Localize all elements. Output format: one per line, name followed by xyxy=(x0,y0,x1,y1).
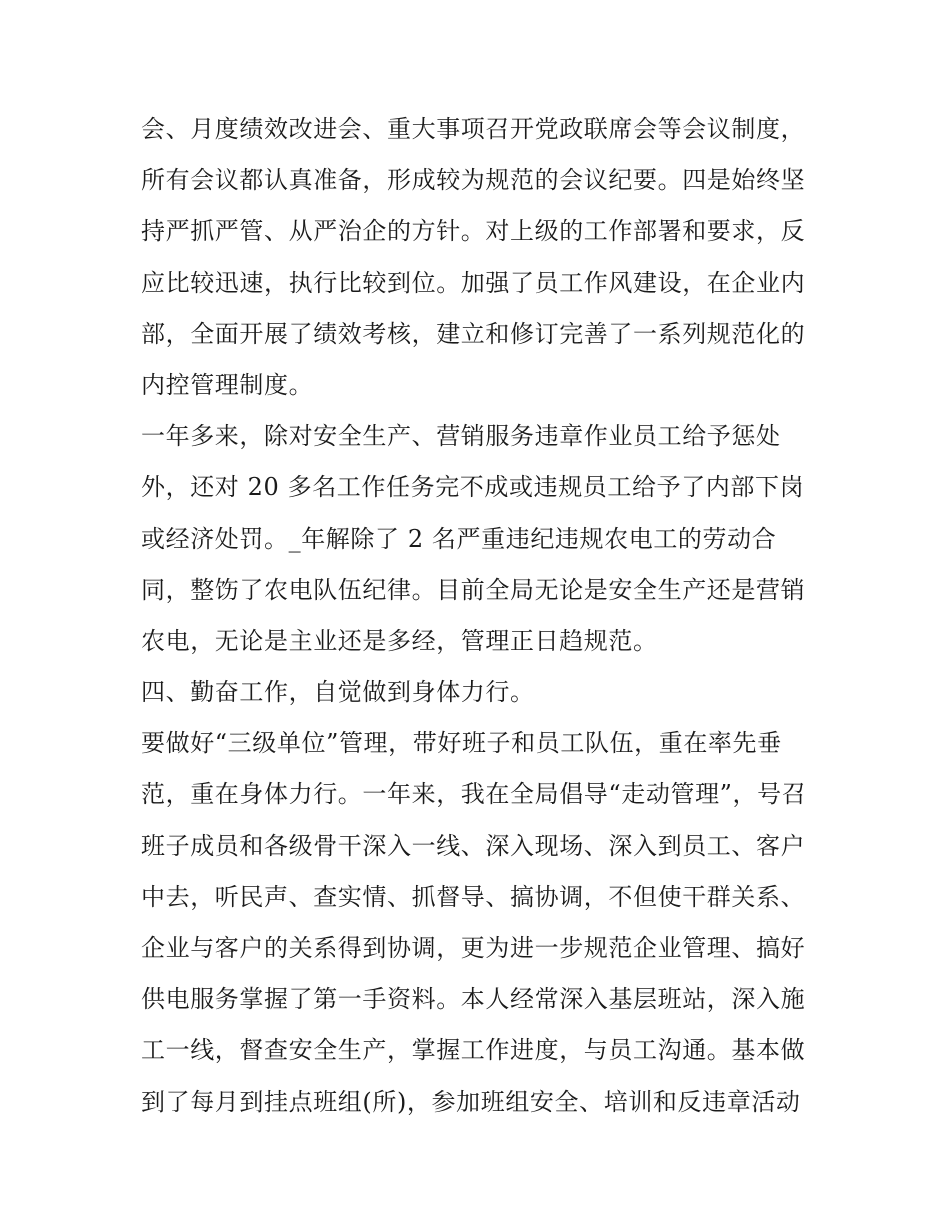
text-line: 同，整饬了农电队伍纪律。目前全局无论是安全生产还是营销 xyxy=(141,575,806,604)
text-line: 班子成员和各级骨干深入一线、深入现场、深入到员工、客户 xyxy=(141,831,806,860)
text-line: 农电，无论是主业还是多经，管理正日趋规范。 xyxy=(141,626,658,655)
text-line: 一年多来，除对安全生产、营销服务违章作业员工给予惩处 xyxy=(141,422,781,451)
text-line: 部，全面开展了绩效考核，建立和修订完善了一系列规范化的 xyxy=(141,319,806,348)
section-heading: 四、勤奋工作，自觉做到身体力行。 xyxy=(141,678,535,707)
text-line: 外，还对 20 多名工作任务完不成或违规员工给予了内部下岗 xyxy=(141,473,805,502)
text-line: 内控管理制度。 xyxy=(141,370,314,399)
text-line: 应比较迅速，执行比较到位。加强了员工作风建设，在企业内 xyxy=(141,268,806,297)
text-line: 工一线，督查安全生产，掌握工作进度，与员工沟通。基本做 xyxy=(141,1036,806,1065)
text-line: 持严抓严管、从严治企的方针。对上级的工作部署和要求，反 xyxy=(141,217,806,246)
text-line: 范，重在身体力行。一年来，我在全局倡导“走动管理”，号召 xyxy=(141,780,807,809)
text-line: 会、月度绩效改进会、重大事项召开党政联席会等会议制度， xyxy=(141,115,806,143)
text-line: 所有会议都认真准备，形成较为规范的会议纪要。四是始终坚 xyxy=(141,166,806,195)
text-line: 或经济处罚。_年解除了 2 名严重违纪违规农电工的劳动合 xyxy=(141,524,777,553)
text-line: 中去，听民声、查实情、抓督导、搞协调，不但使干群关系、 xyxy=(141,882,806,911)
text-line: 企业与客户的关系得到协调，更为进一步规范企业管理、搞好 xyxy=(141,934,806,962)
text-line: 到了每月到挂点班组(所)，参加班组安全、培训和反违章活动 xyxy=(141,1087,801,1116)
text-line: 要做好“三级单位”管理，带好班子和员工队伍，重在率先垂 xyxy=(141,729,782,758)
text-line: 供电服务掌握了第一手资料。本人经常深入基层班站，深入施 xyxy=(141,985,806,1014)
body-text xyxy=(141,104,821,1128)
